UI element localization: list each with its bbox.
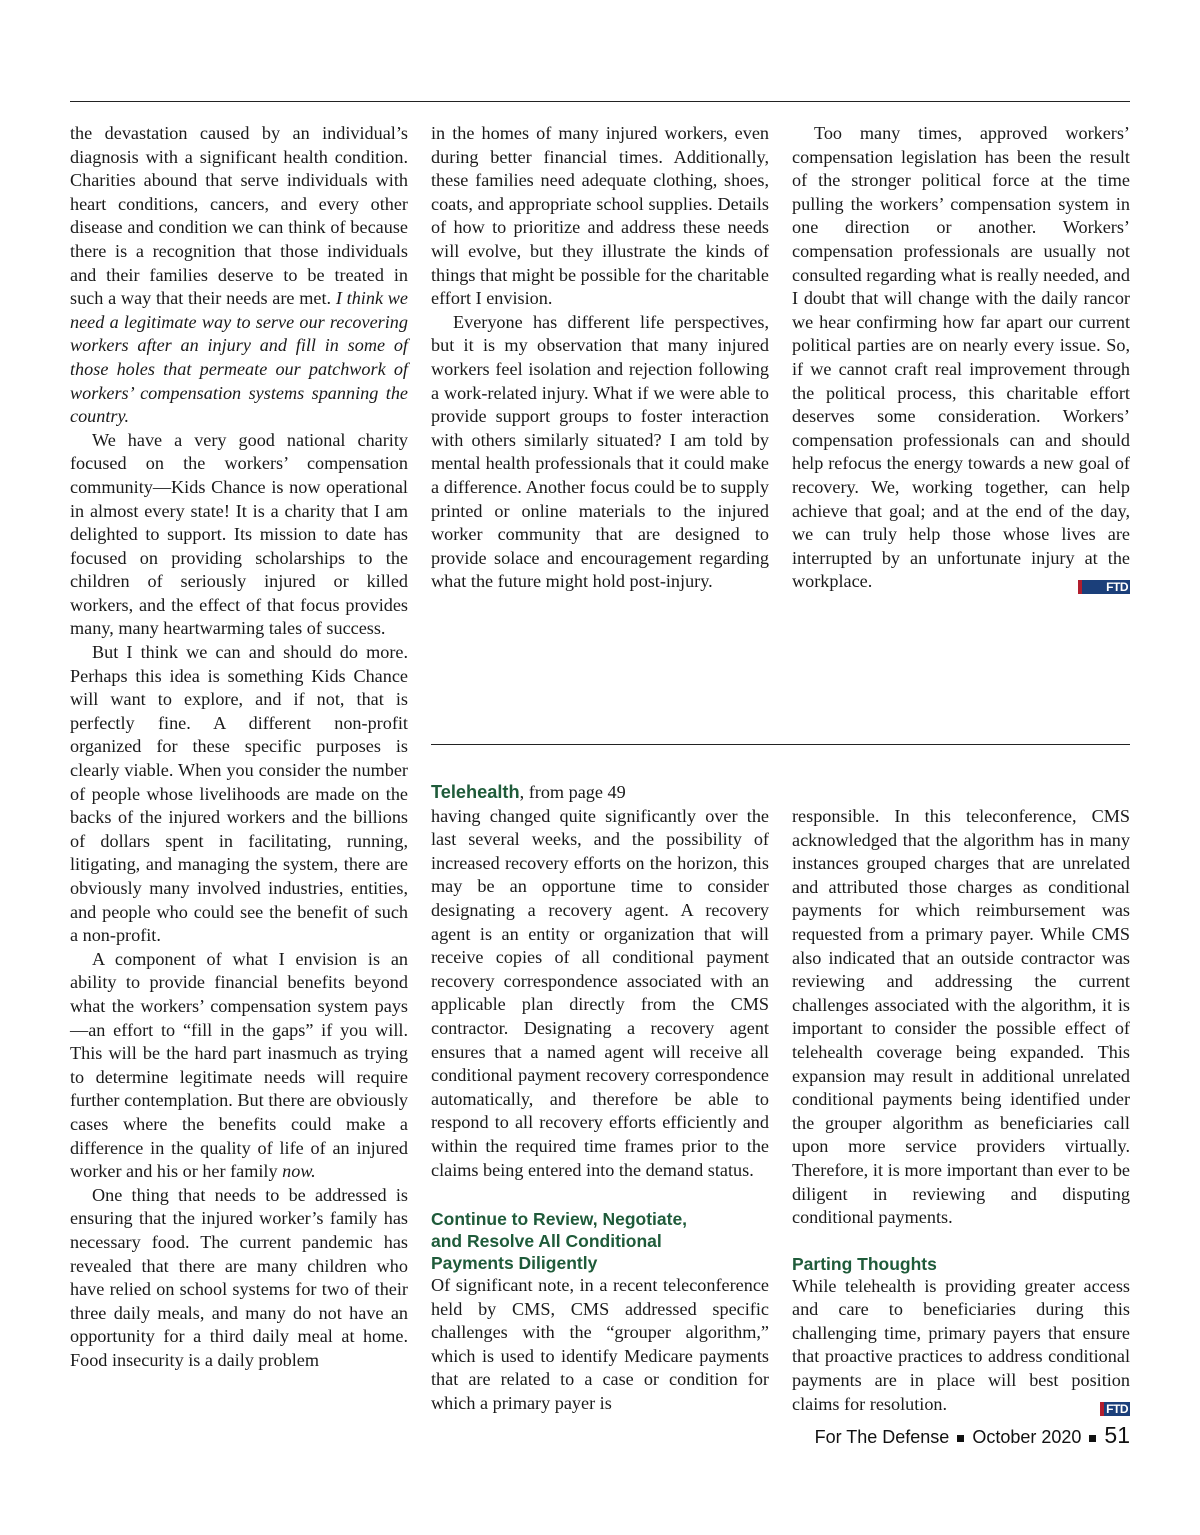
column-2-top bbox=[431, 122, 769, 594]
col2-top-paragraph-2: Everyone has different life perspectives, but it is my observation that many injured workers feel isolation and rejection following a work-related injury. What if we were able to provide support groups to foster interaction with others similarly situated? I am told by mental health professionals that it could make a difference. Another focus could be to supply printed or online materials to the injured worker community that are designed to provide solace and encouragement regarding what the future might hold post-injury. bbox=[431, 311, 769, 592]
bullet-square-icon bbox=[957, 1435, 964, 1442]
section-divider-rule bbox=[431, 744, 1130, 745]
section-heading-continue-to-review: Continue to Review, Negotiate, and Resolve All Conditional Payments Diligently bbox=[431, 1209, 688, 1274]
bullet-square-icon bbox=[1089, 1435, 1096, 1442]
col1-italic-emphasis: I think we need a legitimate way to serve our recovering workers after an injury and fill in some of those holes that permeate our patchwork of workers’ compensation systems spanning the country. bbox=[70, 288, 408, 427]
page-number: 51 bbox=[1104, 1422, 1130, 1448]
col3-top-paragraph-1: Too many times, approved workers’ compensation legislation has been the result of the stronger political force at the time pulling the workers’ compensation system in one direction or another. Workers’ compensation professionals are usually not consulted regarding what is really needed, and I doubt that will change with the daily rancor we hear confirming how far apart our current political parties are on nearly every issue. So, if we cannot craft real improvement through the political process, this charitable effort deserves some consideration. Workers’ compensation professionals can and should help refocus the energy towards a new goal of recovery. We, working together, can help achieve that goal; and at the end of the day, we can truly help those whose lives are interrupted by an unfortunate injury at the workplace. FTD bbox=[792, 123, 1130, 595]
column-3-top bbox=[792, 122, 1130, 598]
column-1 bbox=[70, 122, 408, 1372]
ftd-logo-end-icon: FTD bbox=[1100, 1402, 1130, 1416]
page-footer bbox=[815, 1422, 1130, 1449]
section-heading-parting-thoughts: Parting Thoughts bbox=[792, 1253, 937, 1274]
col2-top-paragraph-1: in the homes of many injured workers, even during better financial times. Additionally, these families need adequate clothing, shoes, coats, and appropriate school supplies. Details of how to prioritize and address these needs will evolve, but they illustrate the kinds of things that might be possible for the charitable effort I envision. bbox=[431, 123, 769, 309]
ftd-logo-icon: FTD bbox=[1078, 580, 1130, 594]
col2-bottom-paragraph-2: Of significant note, in a recent teleconference held by CMS, CMS addressed specific challenges with the “grouper algorithm,” which is used to identify Medicare payments that are related to a case or condition for which a primary payer is bbox=[431, 1275, 769, 1414]
col2-bottom-paragraph-1: having changed quite significantly over the last several weeks, and the possibility of increased recovery efforts on the horizon, this may be an opportune time to consider designating a recovery agent. A recovery agent is an entity or organization that will receive copies of all conditional payment recovery correspondence associated with an applicable plan directly from the CMS contractor. Designating a recovery agent ensures that a named agent will receive all conditional payment recovery correspondence automatically, and therefore be able to respond to all recovery efforts efficiently and within the required time frames prior to the claims being entered into the demand status. bbox=[431, 805, 769, 1180]
col1-italic-now: now. bbox=[282, 1161, 316, 1182]
continued-from: , from page 49 bbox=[519, 782, 626, 802]
footer-issue: October 2020 bbox=[972, 1427, 1082, 1447]
continued-label: Telehealth bbox=[431, 782, 520, 802]
column-3-bottom bbox=[792, 805, 1130, 1420]
footer-publication: For The Defense bbox=[814, 1427, 950, 1447]
col1-paragraph-5: One thing that needs to be addressed is ensuring that the injured worker’s family has necessary food. The current pandemic has revealed that there are many children who have relied on school systems for two of their three daily meals, and many do not have an opportunity for a third daily meal at home. Food insecurity is a daily problem bbox=[70, 1184, 408, 1370]
col3-bottom-paragraph-2: While telehealth is providing greater access and care to beneficiaries during this challenging time, primary payers that ensure that proactive practices to address conditional payments are in place will best position claims for resolution. FTD bbox=[792, 1275, 1130, 1417]
col1-paragraph-1: the devastation caused by an individual’s diagnosis with a significant health condition. Charities abound that serve individuals with heart conditions, cancers, and every other disease and condition we can think of because there is a recognition that those individuals and their families deserve to be treated in such a way that their needs are met. I think we need a legitimate way to serve our recovering workers after an injury and fill in some of those holes that permeate our patchwork of workers’ compensation systems spanning the country. bbox=[70, 123, 408, 427]
col1-paragraph-3: But I think we can and should do more. Perhaps this idea is something Kids Chance will want to explore, and if not, that is perfectly fine. A different non-profit organized for these specific purposes is clearly viable. When you consider the number of people whose livelihoods are made on the backs of the injured workers and the billions of dollars spent in facilitating, running, litigating, and managing the system, there are obviously many involved industries, entities, and people who could see the benefit of such a non-profit. bbox=[70, 642, 408, 946]
top-rule bbox=[70, 101, 1130, 102]
continued-line bbox=[431, 781, 769, 805]
col1-paragraph-4: A component of what I envision is an ability to provide financial benefits beyond what the workers’ compensation system pays—an effort to “fill in the gaps” if you will. This will be the hard part inasmuch as trying to determine legitimate needs will require further contemplation. But there are obviously cases where the benefits could make a difference in the quality of life of an injured worker and his or her family now. bbox=[70, 948, 408, 1182]
col3-bottom-paragraph-1: responsible. In this teleconference, CMS acknowledged that the algorithm has in many instances grouped charges that are unrelated and attributed those charges as conditional payments for which reimbursement was requested from a primary payer. While CMS also indicated that an outside contractor was reviewing and addressing the current challenges associated with the algorithm, it is important to consider the possible effect of telehealth coverage being expanded. This expansion may result in additional unrelated conditional payments being identified under the grouper algorithm as beneficiaries call upon more service providers virtually. Therefore, it is more important than ever to be diligent in reviewing and disputing conditional payments. bbox=[792, 806, 1130, 1228]
column-2-bottom bbox=[431, 781, 769, 1416]
col1-paragraph-2: We have a very good national charity focused on the workers’ compensation community—Kids Chance is now operational in almost every state! It is a charity that I am delighted to support. Its mission to date has focused on providing scholarships to the children of seriously injured or killed workers, and the effect of that focus provides many, many heartwarming tales of success. bbox=[70, 429, 408, 639]
